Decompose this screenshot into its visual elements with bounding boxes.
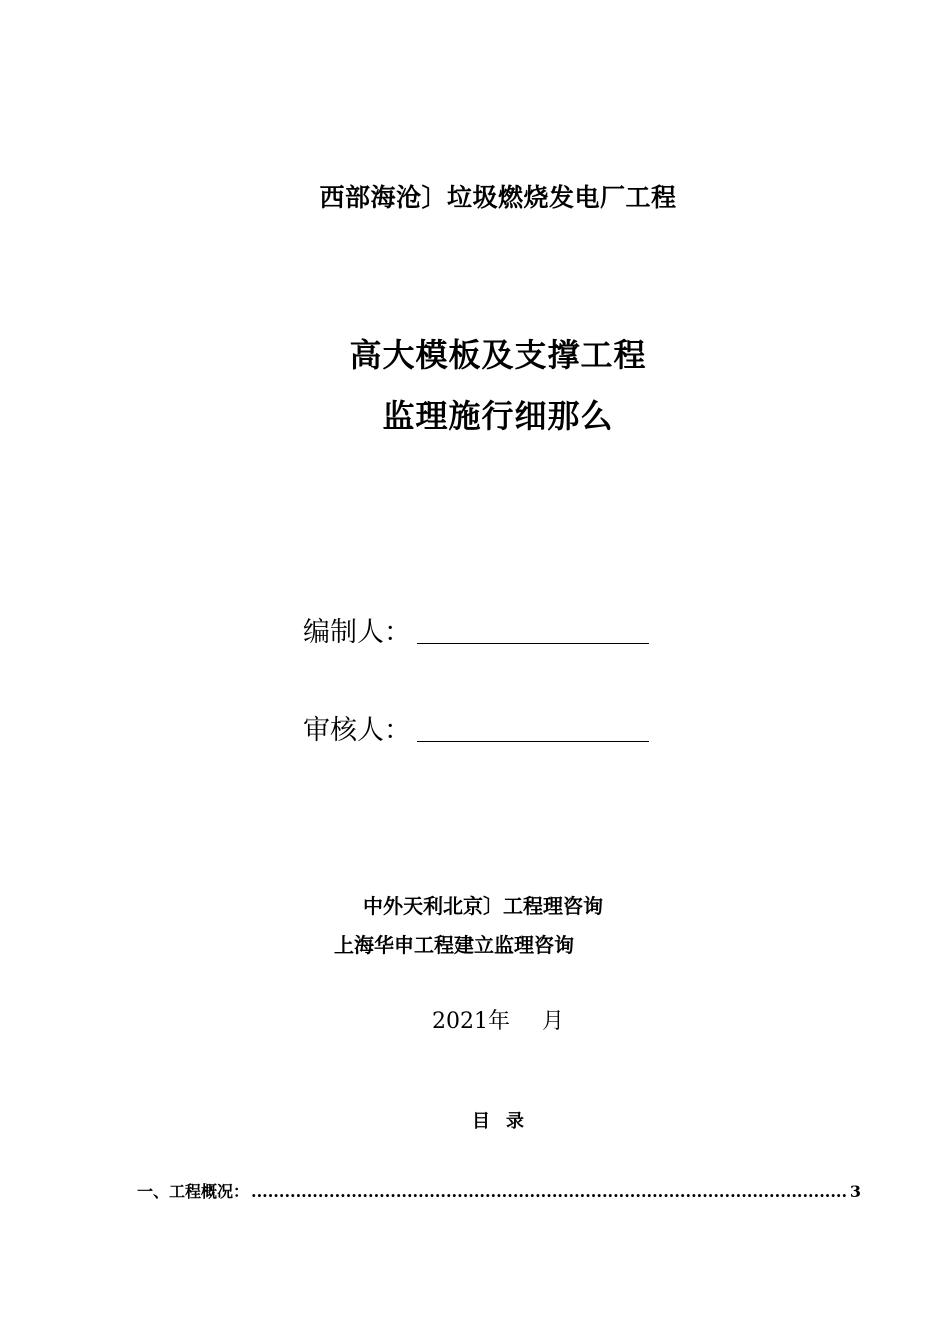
toc-dot-leader xyxy=(251,1182,848,1201)
toc-entry[interactable] xyxy=(137,1179,861,1202)
toc-title-char1: 目 xyxy=(472,1111,490,1132)
company-line2: 上海华申工程建立监理咨询 xyxy=(334,933,574,957)
reviewer-row xyxy=(303,708,649,747)
compiler-signature-line xyxy=(417,642,649,644)
toc-title-char2: 录 xyxy=(506,1111,524,1132)
toc-entry-label: 一、工程概况： xyxy=(137,1182,250,1201)
reviewer-label: 审核人： xyxy=(303,715,411,746)
toc-entry-page: 3 xyxy=(849,1182,861,1201)
project-title: 西部海沧〕垃圾燃烧发电厂工程 xyxy=(319,183,677,212)
compiler-row xyxy=(303,610,649,649)
company-line1: 中外天利北京〕工程理咨询 xyxy=(363,894,603,918)
main-title-line2: 监理施行细那么 xyxy=(382,397,614,435)
reviewer-signature-line xyxy=(417,740,649,742)
date-month: 月 xyxy=(542,1009,565,1034)
main-title-line1: 高大模板及支撑工程 xyxy=(349,336,647,374)
date xyxy=(432,1004,564,1035)
date-year: 2021年 xyxy=(432,1009,510,1034)
toc-title xyxy=(472,1107,524,1133)
compiler-label: 编制人： xyxy=(303,617,411,648)
